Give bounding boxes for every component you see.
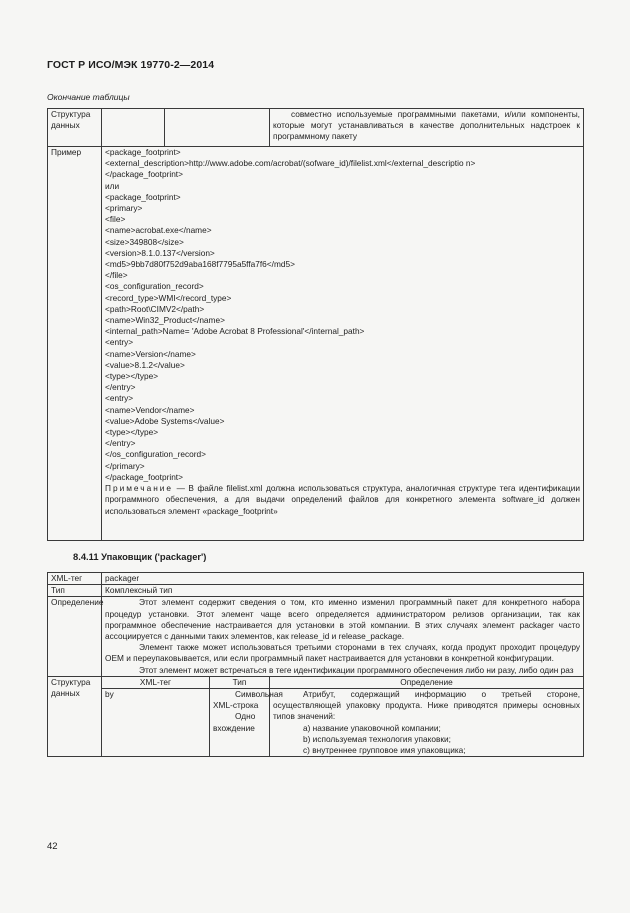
document-header: ГОСТ Р ИСО/МЭК 19770-2—2014 <box>47 59 215 71</box>
code-line: <primary> <box>105 203 143 214</box>
definition-paragraph: Элемент также может использоваться третьими сторонами в тех случаях, когда продукт проходит процедуру OEM и переупаковывается, или если программный пакет настраивается для установки в конкретной конфигурации. <box>105 642 581 664</box>
code-line: <internal_path>Name= 'Adobe Acrobat 8 Professional'</internal_path> <box>105 326 365 337</box>
definition-text <box>102 597 584 676</box>
code-line: <value>8.1.2</value> <box>105 359 185 370</box>
code-line: <record_type>WMI</record_type> <box>105 292 232 303</box>
code-line: <name>Vendor</name> <box>105 404 195 415</box>
attr-type: Символьная XML-строка Одно вхождение <box>210 689 270 757</box>
xml-tag-label: XML-тег <box>48 573 102 585</box>
code-line: <type></type> <box>105 427 159 438</box>
type-value: Комплексный тип <box>102 585 584 597</box>
list-item: c) внутреннее групповое имя упаковщика; <box>303 745 466 756</box>
xml-tag-value: packager <box>102 573 584 585</box>
code-line: </package_footprint> <box>105 169 183 180</box>
table-row <box>48 147 584 541</box>
empty-cell <box>165 109 270 147</box>
definition-paragraph: Этот элемент содержит сведения о том, кто именно изменил программный пакет для конкретного набора процедур установки. Этот элемент чаще всего определяется администратором релизов организации, так как программное обеспечение настраивается для установки в этой компании. В этих случаях элемент packager часто ассоциируется с данными таких элементов, как release_id и release_package. <box>105 597 581 642</box>
section-title: 8.4.11 Упаковщик ('packager') <box>73 551 207 562</box>
code-line: <value>Adobe Systems</value> <box>105 415 225 426</box>
table-row <box>48 585 584 597</box>
note-label: Примечание <box>105 483 174 494</box>
row-label-example: Пример <box>48 147 102 541</box>
row-label-structure: Структура данных <box>48 109 102 147</box>
table-row <box>48 109 584 147</box>
structure-label: Структура данных <box>48 676 102 756</box>
code-line: <type></type> <box>105 371 159 382</box>
code-lines <box>105 147 580 483</box>
code-line: </os_configuration_record> <box>105 449 207 460</box>
code-line: <os_configuration_record> <box>105 281 204 292</box>
column-header-type: Тип <box>210 676 270 688</box>
code-line: <package_footprint> <box>105 147 181 157</box>
code-line: </primary> <box>105 460 145 471</box>
definition-label: Определение <box>48 597 102 676</box>
table-row <box>48 676 584 688</box>
note-text: — В файле filelist.xml должна использоваться структура, аналогичная структуре тега идентификации программного обеспечения, а для выдачи определений файлов для конкретного элемента software_id должен использоваться элемент «package_footprint» <box>105 483 580 516</box>
type-label: Тип <box>48 585 102 597</box>
column-header-definition: Определение <box>270 676 584 688</box>
code-line: <md5>9bb7d80f752d9aba168f7795a5ffa7f6</md5> <box>105 259 295 270</box>
table-row <box>48 573 584 585</box>
code-line: <package_footprint> <box>105 191 181 202</box>
column-header-tag: XML-тег <box>102 676 210 688</box>
code-line: или <box>105 180 120 191</box>
table-caption: Окончание таблицы <box>47 92 130 102</box>
code-line: <entry> <box>105 393 134 404</box>
definition-paragraph: Этот элемент может встречаться в теге идентификации программного обеспечения либо ни разу, либо один раз <box>139 664 574 675</box>
list-item: b) используемая технология упаковки; <box>303 733 451 744</box>
example-code-block <box>102 147 584 541</box>
code-line: <name>Win32_Product</name> <box>105 315 225 326</box>
code-line: <name>Version</name> <box>105 348 196 359</box>
code-line: <path>Root\CIMV2</path> <box>105 303 205 314</box>
empty-cell <box>102 109 165 147</box>
table-row <box>48 689 584 757</box>
code-line: </entry> <box>105 438 136 449</box>
continued-table <box>47 108 584 541</box>
code-line: </package_footprint> <box>105 471 183 482</box>
table-row <box>48 597 584 676</box>
page-number: 42 <box>47 841 58 852</box>
code-line: <external_description>http://www.adobe.com/acrobat/(sofware_id)/filelist.xml</external_descriptio n> <box>105 158 476 169</box>
example-note <box>105 483 580 517</box>
code-line: <entry> <box>105 337 134 348</box>
packager-table <box>47 572 584 757</box>
structure-text: совместно используемые программными пакетами, и/или компоненты, которые могут устанавливаться в качестве дополнительных надстроек к программному пакету <box>270 109 584 147</box>
code-line: <size>349808</size> <box>105 236 184 247</box>
code-line: </file> <box>105 270 128 281</box>
code-line: </entry> <box>105 382 136 393</box>
list-item: a) название упаковочной компании; <box>303 722 441 733</box>
code-line: <file> <box>105 214 126 225</box>
attr-definition: Атрибут, содержащий информацию о третьей стороне, осуществляющей упаковку продукта. Ниже приводятся примеры основных типов значений: a) название упаковочной компании; b) используемая технология упаковки; c) внутреннее групповое имя упаковщика; <box>270 689 584 757</box>
code-line: <name>acrobat.exe</name> <box>105 225 212 236</box>
code-line: <version>8.1.0.137</version> <box>105 247 215 258</box>
attr-tag: by <box>102 689 210 757</box>
